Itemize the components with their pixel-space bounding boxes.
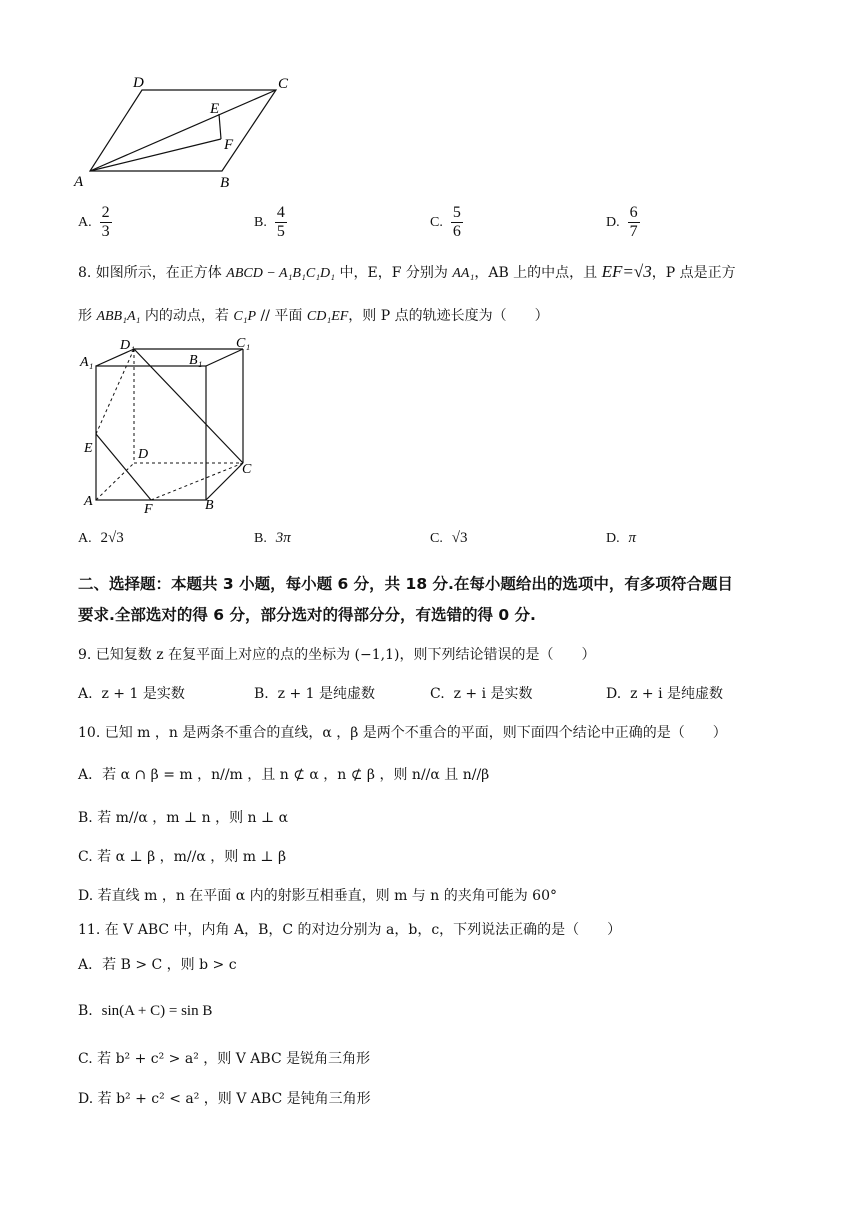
label-c: C xyxy=(278,76,289,92)
q11-option-a[interactable]: A．若 B > C ，则 b > c xyxy=(78,957,237,973)
label-b: B xyxy=(205,498,214,513)
hidden-segment-ed1 xyxy=(96,349,134,434)
label-f: F xyxy=(224,137,234,153)
q9-stem: 9. 已知复数 z 在复平面上对应的点的坐标为 (−1,1)，则下列结论错误的是（ ） xyxy=(78,647,596,663)
q8-option-c[interactable]: C. √3 xyxy=(430,530,468,546)
q9-option-d[interactable]: D. z + i 是纯虚数 xyxy=(606,686,724,702)
q7-option-a[interactable]: A. $\frac{2}{3}$ xyxy=(78,204,110,240)
segment-ac xyxy=(90,90,276,171)
fraction: $\frac{5}{6}$ xyxy=(452,204,461,240)
label-c1: C₁ xyxy=(236,336,251,351)
fraction: $\frac{2}{3}$ xyxy=(101,204,110,240)
label-a: A xyxy=(84,494,93,509)
segment-ef xyxy=(96,434,151,500)
section-heading-line2: 要求.全部选对的得 6 分，部分选对的得部分分，有选错的得 0 分. xyxy=(78,606,536,624)
label-d: D xyxy=(138,447,149,462)
label-c: C xyxy=(242,462,252,477)
q10-option-d[interactable]: D. 若直线 m ，n 在平面 α 内的射影互相垂直，则 m 与 n 的夹角可能为 60° xyxy=(78,888,557,904)
q8-stem-line1: 8. 如图所示，在正方体 ABCD − A₁B₁C₁D₁ 中，E，F 分别为 AA₁，AB 上的中点，且 EF=√3，P 点是正方 xyxy=(78,262,736,281)
q11-option-c[interactable]: C. 若 b² + c² > a² ，则 V ABC 是锐角三角形 xyxy=(78,1051,371,1067)
q8-stem-line2: 形 ABB₁A₁ 内的动点，若 C₁P // 平面 CD₁EF，则 P 点的轨迹长度为（ ） xyxy=(78,308,549,324)
label-b1: B₁ xyxy=(189,353,203,368)
figure-cube xyxy=(76,336,266,518)
q11-option-d[interactable]: D. 若 b² + c² < a² ，则 V ABC 是钝角三角形 xyxy=(78,1091,371,1107)
label-a1: A₁ xyxy=(80,355,94,370)
q9-option-a[interactable]: A. z + 1 是实数 xyxy=(78,686,185,702)
front-face xyxy=(96,366,206,500)
fraction: $\frac{4}{5}$ xyxy=(276,204,285,240)
label-f: F xyxy=(144,502,153,517)
label-d: D xyxy=(133,75,144,91)
q7-option-b[interactable]: B. $\frac{4}{5}$ xyxy=(254,204,285,240)
q11-option-b[interactable]: B. sin(A + C) = sin B xyxy=(78,1003,213,1019)
q10-stem: 10. 已知 m ，n 是两条不重合的直线，α ，β 是两个不重合的平面，则下面四个结论中正确的是（ ） xyxy=(78,725,727,741)
q7-option-c[interactable]: C. $\frac{5}{6}$ xyxy=(430,204,461,240)
q10-option-b[interactable]: B. 若 m//α ，m ⊥ n ，则 n ⊥ α xyxy=(78,810,289,826)
q9-option-c[interactable]: C. z + i 是实数 xyxy=(430,686,533,702)
segment-ef xyxy=(219,114,221,139)
hidden-segment-fc xyxy=(151,463,243,500)
label-e: E xyxy=(84,441,93,456)
q8-option-a[interactable]: A. 2√3 xyxy=(78,530,124,546)
q7-option-d[interactable]: D. $\frac{6}{7}$ xyxy=(606,204,638,240)
hidden-edge-ad xyxy=(96,463,134,500)
q8-option-b[interactable]: B. 3π xyxy=(254,530,291,546)
section-heading-line1: 二、选择题：本题共 3 小题，每小题 6 分，共 18 分.在每小题给出的选项中，有多项符合题目 xyxy=(78,575,733,593)
q9-option-b[interactable]: B. z + 1 是纯虚数 xyxy=(254,686,376,702)
label-a: A xyxy=(74,174,84,190)
label-d1: D₁ xyxy=(120,338,135,353)
figure-parallelogram xyxy=(70,68,300,193)
segment-af xyxy=(90,139,221,171)
label-b: B xyxy=(220,175,230,191)
fraction: $\frac{6}{7}$ xyxy=(629,204,638,240)
q8-option-d[interactable]: D. π xyxy=(606,530,637,546)
q11-stem: 11. 在 V ABC 中，内角 A，B，C 的对边分别为 a，b，c，下列说法正确的是（ ） xyxy=(78,922,622,938)
q10-option-c[interactable]: C. 若 α ⊥ β ，m//α ，则 m ⊥ β xyxy=(78,849,287,865)
q10-option-a[interactable]: A．若 α ∩ β = m ，n//m ，且 n ⊄ α ，n ⊄ β ，则 n//α 且 n//β xyxy=(78,767,490,783)
label-e: E xyxy=(210,101,220,117)
